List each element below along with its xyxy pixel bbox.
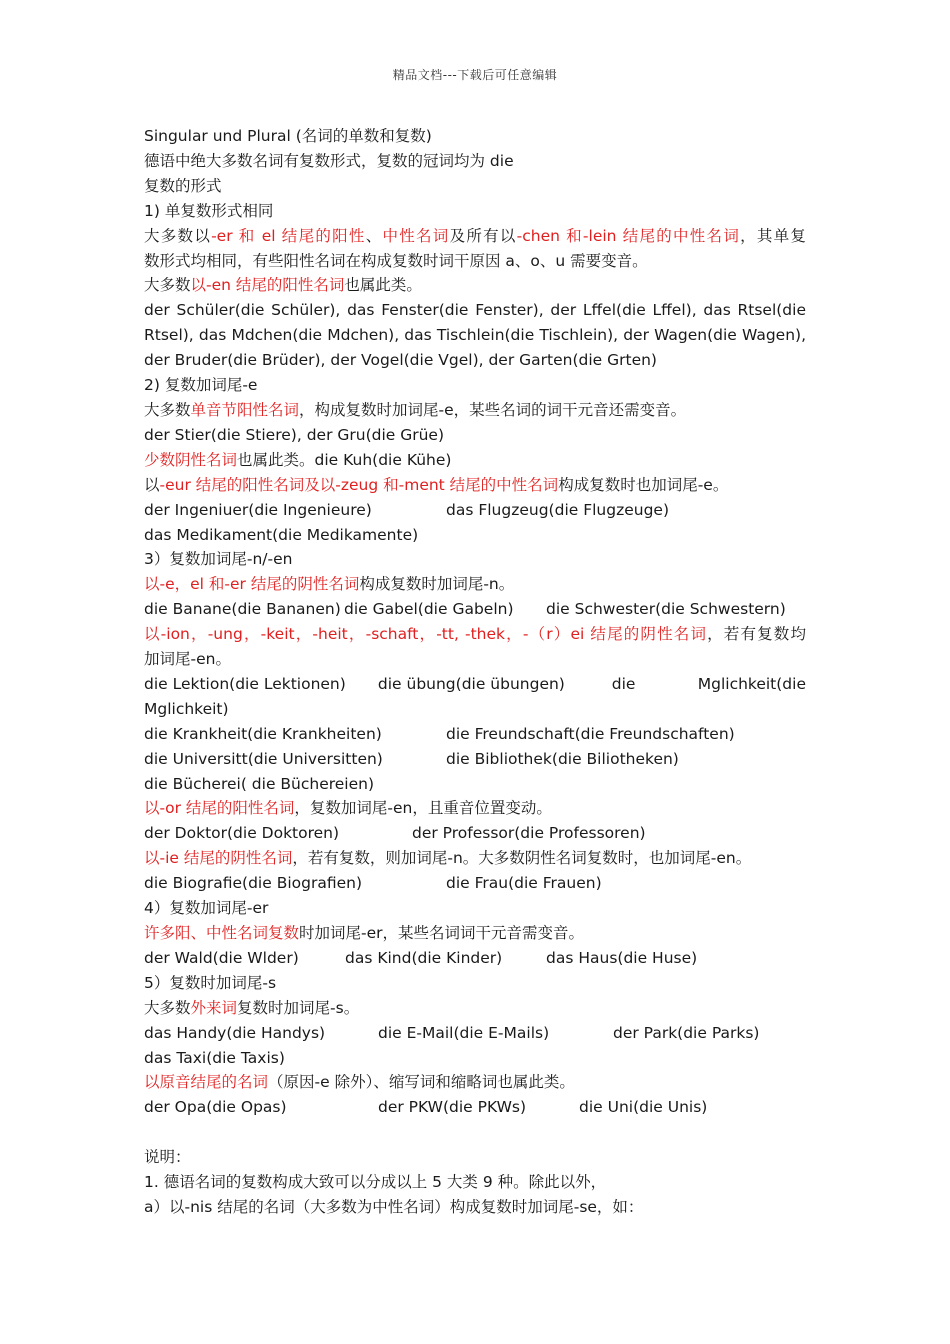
example-item: die Banane(die Bananen) — [144, 600, 341, 619]
highlight: 中性名词 — [382, 226, 450, 245]
text: 、 — [365, 226, 383, 245]
highlight: 少数阴性名词 — [144, 450, 238, 469]
highlight: 许多阳、中性名词复数 — [144, 924, 300, 942]
section-2-heading: 2) 复数加词尾-e — [144, 376, 258, 395]
example-row — [144, 498, 806, 523]
highlight: 以-or 结尾的阳性名词 — [144, 799, 295, 818]
example-item: das Flugzeug(die Flugzeuge) — [446, 500, 670, 519]
highlight: 以-ion，-ung，-keit，-heit，-schaft，-tt, -thek，-（r）ei 结尾的阴性名词 — [144, 625, 708, 644]
section-4-heading: 4）复数加词尾-er — [144, 899, 269, 918]
text: 时加词尾-er，某些名词词干元音需变音。 — [299, 924, 585, 942]
text: 也属此类。 — [344, 276, 422, 295]
spacer — [144, 1120, 806, 1145]
section-1-rule — [144, 224, 806, 249]
example-item: Mglichkeit(die — [697, 674, 806, 693]
text: 大多数 — [144, 276, 191, 295]
example-line: der Bruder(die Brüder), der Vogel(die Vgel), der Garten(die Grten) — [144, 351, 657, 370]
text: 也属此类。die Kuh(die Kühe) — [237, 450, 452, 469]
section-1-rule-b — [144, 273, 806, 298]
example-row — [144, 672, 806, 697]
doc-title: Singular und Plural (名词的单数和复数) — [144, 127, 432, 145]
example-item: die Schwester(die Schwestern) — [546, 600, 786, 619]
section-3-rule-d — [144, 846, 806, 871]
text: ，构成复数时加词尾-e，某些名词的词干元音还需变音。 — [299, 400, 687, 419]
example-line: Rtsel), das Mdchen(die Mdchen), das Tischlein(die Tischlein), der Wagen(die Wagen), — [144, 326, 806, 345]
text: 复数时加词尾-s。 — [237, 998, 360, 1017]
note-line: 1. 德语名词的复数构成大致可以分成以上 5 大类 9 种。除此以外， — [144, 1173, 607, 1192]
section-3-rule-b — [144, 622, 806, 647]
text: ，其单复 — [740, 226, 806, 245]
example-item: die Gabel(die Gabeln) — [344, 600, 514, 619]
highlight: -eur 结尾的阳性名词及以-zeug 和-ment 结尾的中性名词 — [159, 475, 559, 494]
example-item: die Lektion(die Lektionen) — [144, 674, 346, 693]
section-3-rule-b-cont: 加词尾-en。 — [144, 650, 231, 669]
text: ，复数加词尾-en，且重音位置变动。 — [294, 799, 552, 818]
section-1-heading: 1) 单复数形式相同 — [144, 201, 274, 220]
intro-line: 德语中绝大多数名词有复数形式，复数的冠词均为 die — [144, 151, 514, 170]
example-row — [144, 1095, 806, 1120]
section-2-rule-c — [144, 473, 806, 498]
example-item: der Ingeniuer(die Ingenieure) — [144, 500, 372, 519]
highlight: -chen 和-lein 结尾的中性名词 — [516, 226, 741, 245]
example-item: der Doktor(die Doktoren) — [144, 824, 340, 843]
text: 及所有以 — [449, 226, 517, 245]
highlight: 以-e，el 和-er 结尾的阴性名词 — [144, 575, 360, 594]
example-item: der Opa(die Opas) — [144, 1098, 287, 1117]
highlight: 以-en 结尾的阳性名词 — [190, 276, 345, 295]
text: 大多数 — [144, 998, 191, 1017]
example-item: das Haus(die Huse) — [546, 948, 698, 967]
example-item: die Krankheit(die Krankheiten) — [144, 724, 382, 743]
forms-heading: 复数的形式 — [144, 176, 222, 195]
example-item: die übung(die übungen) — [377, 674, 565, 693]
section-5-rule-b — [144, 1070, 806, 1095]
example-row — [144, 722, 806, 747]
example-row — [144, 946, 806, 971]
highlight: 以-ie 结尾的阴性名词 — [144, 849, 293, 868]
example-line: das Taxi(die Taxis) — [144, 1048, 285, 1067]
highlight: -er 和 el 结尾的阳性 — [211, 226, 366, 245]
text: 以 — [144, 475, 160, 494]
example-item: die — [611, 674, 636, 693]
example-item: der PKW(die PKWs) — [378, 1098, 527, 1117]
example-line: der Stier(die Stiere), der Gru(die Grüe) — [144, 425, 445, 444]
document-body — [144, 124, 806, 1220]
highlight: 外来词 — [190, 998, 238, 1017]
example-row — [144, 821, 806, 846]
note-line: a）以-nis 结尾的名词（大多数为中性名词）构成复数时加词尾-se，如： — [144, 1197, 644, 1216]
section-2-rule — [144, 398, 806, 423]
note-heading: 说明： — [144, 1148, 191, 1167]
example-item: die Frau(die Frauen) — [446, 874, 602, 893]
section-1-rule-cont: 数形式均相同，有些阳性名词在构成复数时词干原因 a、o、u 需要变音。 — [144, 251, 648, 270]
example-item: die Bibliothek(die Biliotheken) — [446, 749, 679, 768]
section-2-rule-b — [144, 448, 806, 473]
example-item: der Wald(die Wlder) — [144, 948, 299, 967]
example-row — [144, 1021, 806, 1046]
example-item: das Kind(die Kinder) — [345, 948, 503, 967]
text: ，若有复数，则加词尾-n。大多数阴性名词复数时，也加词尾-en。 — [292, 849, 752, 868]
text: 构成复数时加词尾-n。 — [359, 575, 515, 594]
page-header: 精品文档---下载后可任意编辑 — [392, 68, 558, 82]
section-3-rule — [144, 572, 806, 597]
example-line: der Schüler(die Schüler), das Fenster(die Fenster), der Lffel(die Lffel), das Rtsel(die — [144, 301, 806, 320]
example-line: Mglichkeit) — [144, 699, 229, 718]
example-item: die Freundschaft(die Freundschaften) — [446, 724, 735, 743]
section-5-rule — [144, 996, 806, 1021]
example-item: der Professor(die Professoren) — [412, 824, 646, 843]
text: （原因-e 除外）、缩写词和缩略词也属此类。 — [268, 1073, 575, 1092]
text: 大多数 — [144, 400, 191, 419]
section-3-rule-c — [144, 796, 806, 821]
text: 构成复数时也加词尾-e。 — [558, 475, 729, 494]
example-row — [144, 871, 806, 896]
example-row — [144, 597, 806, 622]
example-item: die Universitt(die Universitten) — [144, 749, 383, 768]
example-item: die Uni(die Unis) — [579, 1098, 708, 1117]
example-line: das Medikament(die Medikamente) — [144, 525, 419, 544]
text: ，若有复数均 — [707, 625, 806, 644]
example-item: die E-Mail(die E-Mails) — [378, 1023, 550, 1042]
section-4-rule — [144, 921, 806, 946]
section-3-heading: 3）复数加词尾-n/-en — [144, 550, 293, 569]
highlight: 以原音结尾的名词 — [144, 1073, 269, 1092]
example-line: die Bücherei( die Büchereien) — [144, 774, 375, 793]
section-5-heading: 5）复数时加词尾-s — [144, 973, 277, 992]
example-item: der Park(die Parks) — [613, 1023, 760, 1042]
text: 大多数以 — [144, 226, 212, 245]
example-item: das Handy(die Handys) — [144, 1023, 326, 1042]
highlight: 单音节阳性名词 — [190, 400, 300, 419]
example-row — [144, 747, 806, 772]
example-item: die Biografie(die Biografien) — [144, 874, 362, 893]
